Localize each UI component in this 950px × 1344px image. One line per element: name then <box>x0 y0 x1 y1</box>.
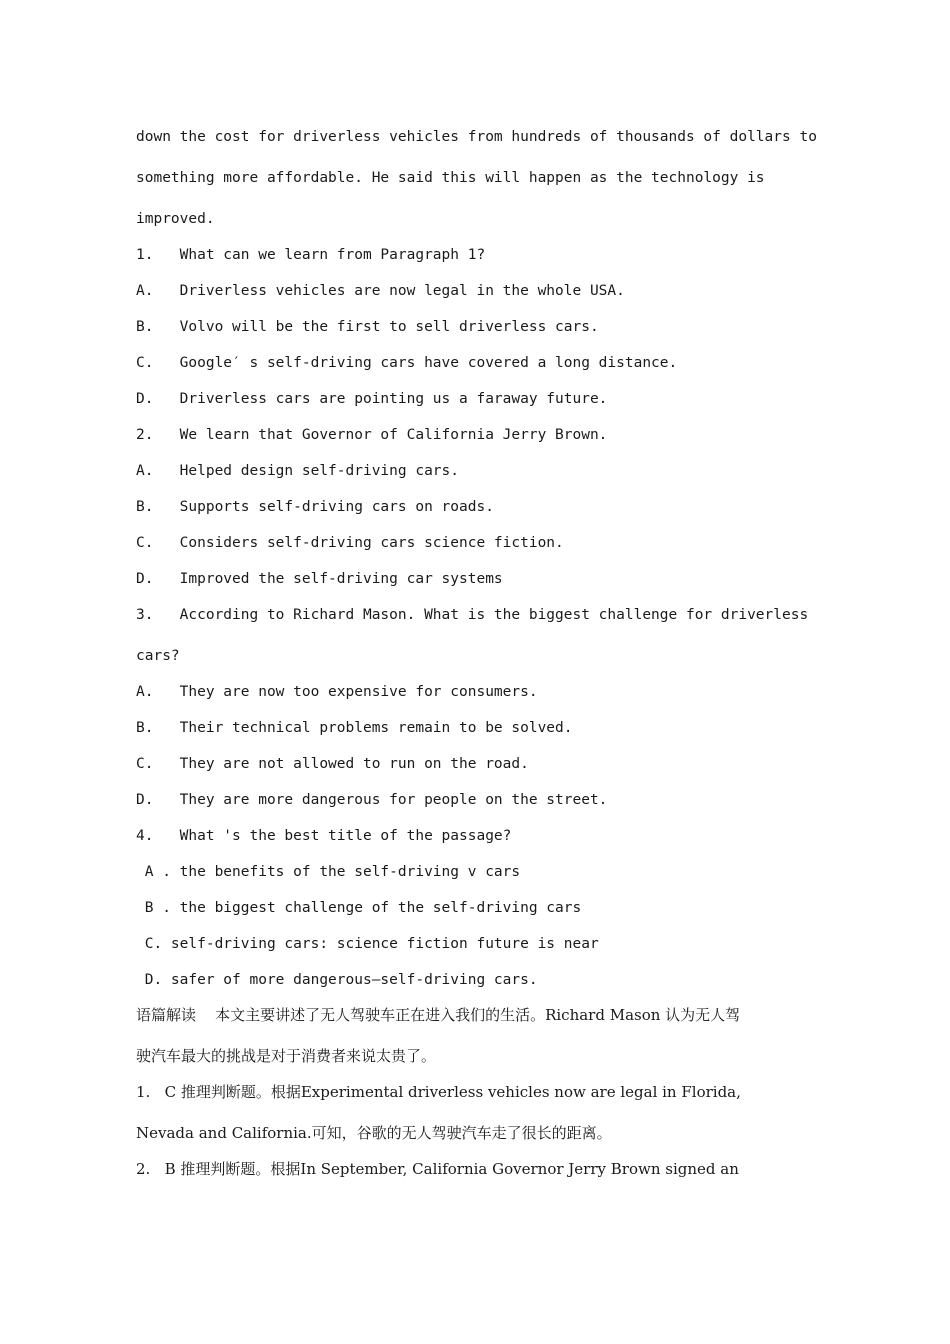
question-1-stem: 1. What can we learn from Paragraph 1? <box>136 247 486 263</box>
question-1-option-a: A. Driverless vehicles are now legal in the whole USA. <box>136 283 625 299</box>
passage-line: down the cost for driverless vehicles from hundreds of thousands of dollars to <box>136 129 817 145</box>
answer-1-explanation: 1. C 推理判断题。根据Experimental driverless vehicles now are legal in Florida, <box>136 1083 741 1101</box>
question-2-option-a: A. Helped design self-driving cars. <box>136 463 460 479</box>
analysis-summary-cont: 驶汽车最大的挑战是对于消费者来说太贵了。 <box>136 1047 437 1065</box>
question-3-option-a: A. They are now too expensive for consumers. <box>136 684 538 700</box>
answer-2-explanation: 2. B 推理判断题。根据In September, California Governor Jerry Brown signed an <box>136 1160 739 1178</box>
question-2-option-b: B. Supports self-driving cars on roads. <box>136 499 494 515</box>
question-4-option-b: B . the biggest challenge of the self-driving cars <box>136 900 582 916</box>
passage-line: improved. <box>136 211 215 227</box>
question-3-stem-cont: cars? <box>136 648 180 664</box>
passage-line: something more affordable. He said this will happen as the technology is <box>136 170 765 186</box>
answer-1-explanation-cont: Nevada and California.可知，谷歌的无人驾驶汽车走了很长的距离。 <box>136 1124 612 1142</box>
question-3-stem: 3. According to Richard Mason. What is the biggest challenge for driverless <box>136 607 809 623</box>
question-2-option-c: C. Considers self-driving cars science fiction. <box>136 535 564 551</box>
question-3-option-c: C. They are not allowed to run on the road. <box>136 756 529 772</box>
question-1-option-d: D. Driverless cars are pointing us a faraway future. <box>136 391 608 407</box>
question-3-option-d: D. They are more dangerous for people on the street. <box>136 792 608 808</box>
question-1-option-b: B. Volvo will be the first to sell driverless cars. <box>136 319 599 335</box>
question-3-option-b: B. Their technical problems remain to be solved. <box>136 720 573 736</box>
question-2-option-d: D. Improved the self-driving car systems <box>136 571 503 587</box>
question-2-stem: 2. We learn that Governor of California Jerry Brown. <box>136 427 608 443</box>
question-1-option-c: C. Google′ s self-driving cars have covered a long distance. <box>136 355 678 371</box>
question-4-option-c: C. self-driving cars: science fiction future is near <box>136 936 599 952</box>
question-4-option-d: D. safer of more dangerous—self-driving cars. <box>136 972 538 988</box>
analysis-summary: 语篇解读 本文主要讲述了无人驾驶车正在进入我们的生活。Richard Mason 认为无人驾 <box>136 1006 741 1024</box>
question-4-stem: 4. What 's the best title of the passage? <box>136 828 512 844</box>
question-4-option-a: A . the benefits of the self-driving v cars <box>136 864 521 880</box>
